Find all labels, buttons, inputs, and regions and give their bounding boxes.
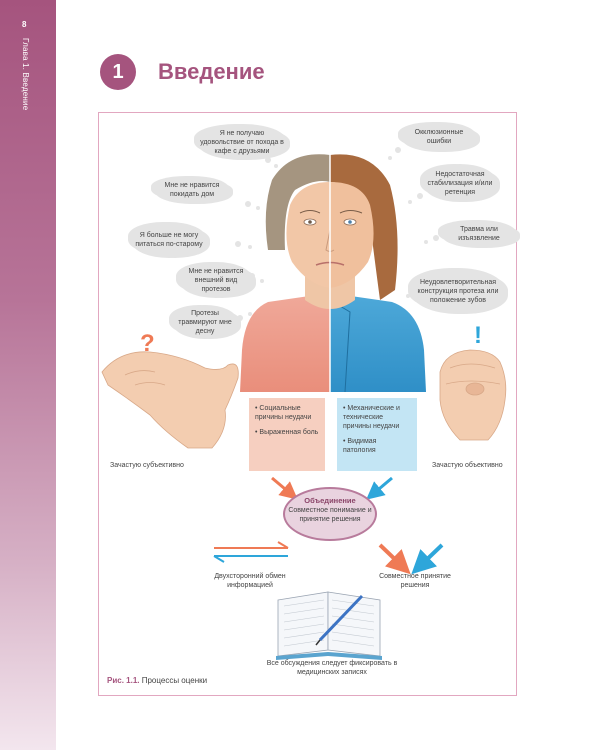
arrow-to-union-right [373,478,392,494]
record-book-icon [276,592,382,660]
decision-caption: Совместное принятие решения [379,573,451,589]
union-ellipse [283,487,377,541]
thought-bubble: Мне не нравится внешний вид протезов [180,262,252,298]
shirt-right [330,293,426,392]
thought-bubble: Окклюзионные ошибки [402,122,476,152]
thought-bubble: Недостаточная стабилизация и/или ретенция [424,164,496,202]
open-hand-left [102,352,238,448]
decision-arrow-blue [420,545,442,566]
face-left [286,182,330,288]
figure-label: Рис. 1.1. [107,676,140,685]
thought-bubble: Мне не нравится покидать дом [155,176,229,204]
thought-bubble: Травма или изъязвление [442,220,516,248]
card-item: • Видимая патология [343,438,377,454]
thought-bubble: Неудовлетворительная конструкция протеза или положение зубов [412,268,504,314]
running-head: Глава 1. Введение [21,38,30,111]
subjective-caption: Зачастую субъективно [110,462,184,469]
page-title: Введение [158,59,265,84]
exchange-caption: Двухсторонний обмен информацией [214,573,286,589]
decision-arrow-orange [380,545,402,566]
figure-title: Процессы оценки [141,676,208,685]
union-text: Совместное понимание и принятие решения [288,507,372,523]
card-item: • Механические и технические причины неудачи [343,405,400,430]
card-item: • Социальные причины неудачи [255,405,312,421]
arrow-to-union-left [272,478,291,494]
question-mark: ? [140,330,155,357]
card-item: • Выраженная боль [255,429,319,436]
subjective-card [249,398,325,471]
records-caption: Все обсуждения следует фиксировать в медицинских записях [266,660,398,676]
figure-caption [107,676,207,685]
objective-caption: Зачастую объективно [432,462,503,469]
shirt-left [240,293,330,392]
union-title: Объединение [304,496,356,505]
objective-card [337,398,417,471]
chapter-number-badge: 1 [100,54,136,90]
exclamation-mark: ! [474,322,482,349]
page-number: 8 [22,20,27,29]
thought-bubble: Я не получаю удовольствие от похода в кафе с друзьями [198,124,286,160]
thought-bubble: Я больше не могу питаться по-старому [132,222,206,258]
thought-bubble: Протезы травмируют мне десну [173,305,237,339]
